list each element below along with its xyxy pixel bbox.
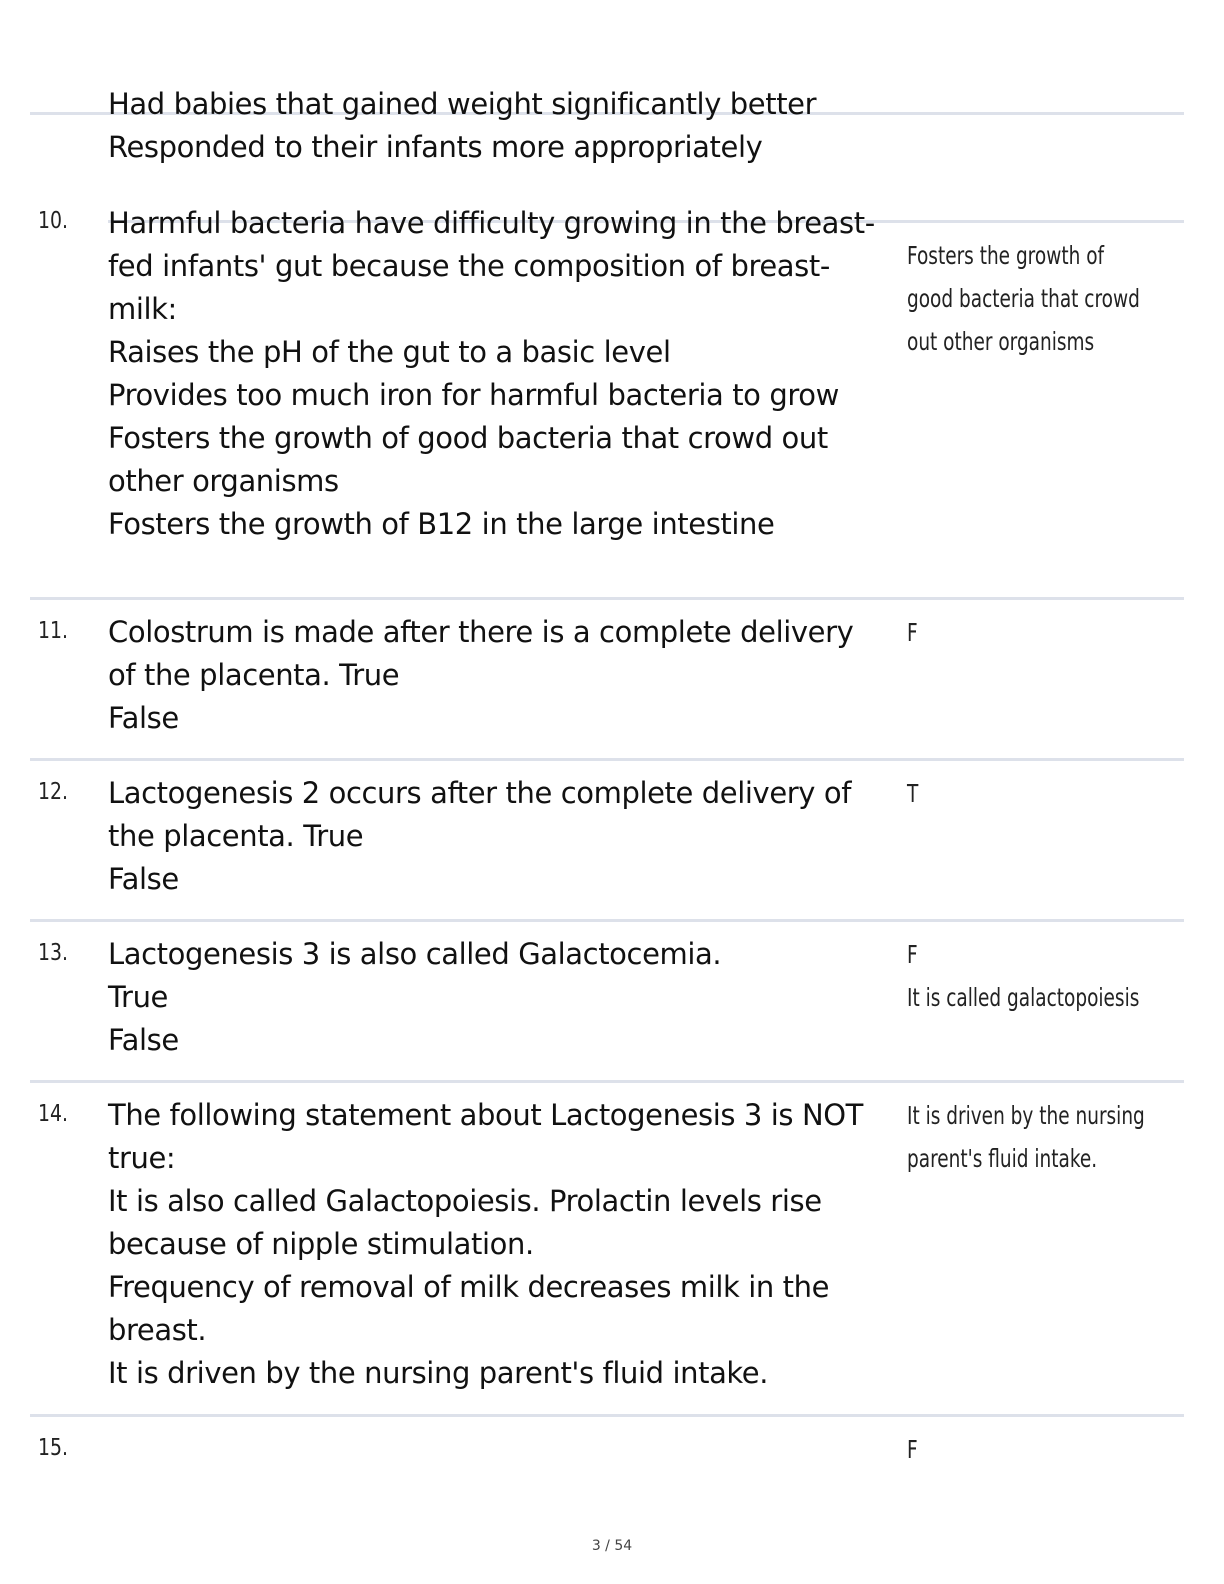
question-14-answer [907, 1094, 1145, 1180]
divider [30, 597, 1184, 600]
answer-line: F [907, 940, 918, 969]
question-line: Harmful bacteria have difficulty growing in the breast- [108, 206, 875, 240]
question-15-answer [907, 1428, 1129, 1471]
question-number: 15. [38, 1435, 68, 1461]
divider [30, 919, 1184, 922]
option-line: Fosters the growth of B12 in the large intestine [108, 507, 775, 541]
question-line: fed infants' gut because the composition of breast- [108, 249, 830, 283]
question-line: Lactogenesis 3 is also called Galactocemia. [108, 937, 722, 971]
question-line: of the placenta. True [108, 658, 400, 692]
option-line: breast. [108, 1313, 207, 1347]
question-line: true: [108, 1141, 176, 1175]
option-line: False [108, 1023, 179, 1057]
answer-line: out other organisms [907, 327, 1095, 356]
question-13-answer [907, 933, 1140, 1019]
option-line: It is driven by the nursing parent's fluid intake. [108, 1356, 769, 1390]
answer-line: It is called galactopoiesis [907, 983, 1140, 1012]
question-line: Lactogenesis 2 occurs after the complete delivery of [108, 776, 852, 810]
question-line: milk: [108, 292, 177, 326]
option-line: It is also called Galactopoiesis. Prolactin levels rise [108, 1184, 822, 1218]
question-9-options [108, 83, 908, 169]
answer-line: It is driven by the nursing [907, 1101, 1145, 1130]
option-line: Provides too much iron for harmful bacteria to grow [108, 378, 839, 412]
answer-line: good bacteria that crowd [907, 284, 1140, 313]
option-line: True [108, 980, 168, 1014]
option-line: False [108, 701, 179, 735]
option-line: False [108, 862, 179, 896]
question-11-text [108, 611, 908, 740]
question-number: 14. [38, 1101, 68, 1127]
question-12-answer [907, 772, 1129, 815]
answer-line: F [907, 1435, 918, 1464]
question-number: 13. [38, 940, 68, 966]
question-line: Colostrum is made after there is a complete delivery [108, 615, 854, 649]
question-number: 10. [38, 208, 68, 234]
question-10-answer [907, 234, 1140, 363]
question-line: the placenta. True [108, 819, 364, 853]
option-line: Frequency of removal of milk decreases milk in the [108, 1270, 830, 1304]
answer-line: parent's fluid intake. [907, 1144, 1098, 1173]
answer-line: F [907, 618, 918, 647]
divider [30, 758, 1184, 761]
question-line: The following statement about Lactogenesis 3 is NOT [108, 1098, 863, 1132]
question-11-answer [907, 611, 1129, 654]
option-line: Raises the pH of the gut to a basic level [108, 335, 671, 369]
page-number: 3 / 54 [591, 1538, 633, 1554]
option-line: because of nipple stimulation. [108, 1227, 534, 1261]
option-line: Responded to their infants more appropriately [108, 130, 763, 164]
divider [30, 1414, 1184, 1417]
question-number: 11. [38, 618, 68, 644]
divider [30, 1080, 1184, 1083]
option-line: Fosters the growth of good bacteria that crowd out [108, 421, 828, 455]
option-line: Had babies that gained weight significantly better [108, 87, 817, 121]
question-number: 12. [38, 779, 68, 805]
answer-line: Fosters the growth of [907, 241, 1105, 270]
answer-line: T [907, 779, 919, 808]
question-14-text [108, 1094, 908, 1395]
question-12-text [108, 772, 908, 901]
question-10-text [108, 202, 908, 546]
option-line: other organisms [108, 464, 339, 498]
question-13-text [108, 933, 908, 1062]
